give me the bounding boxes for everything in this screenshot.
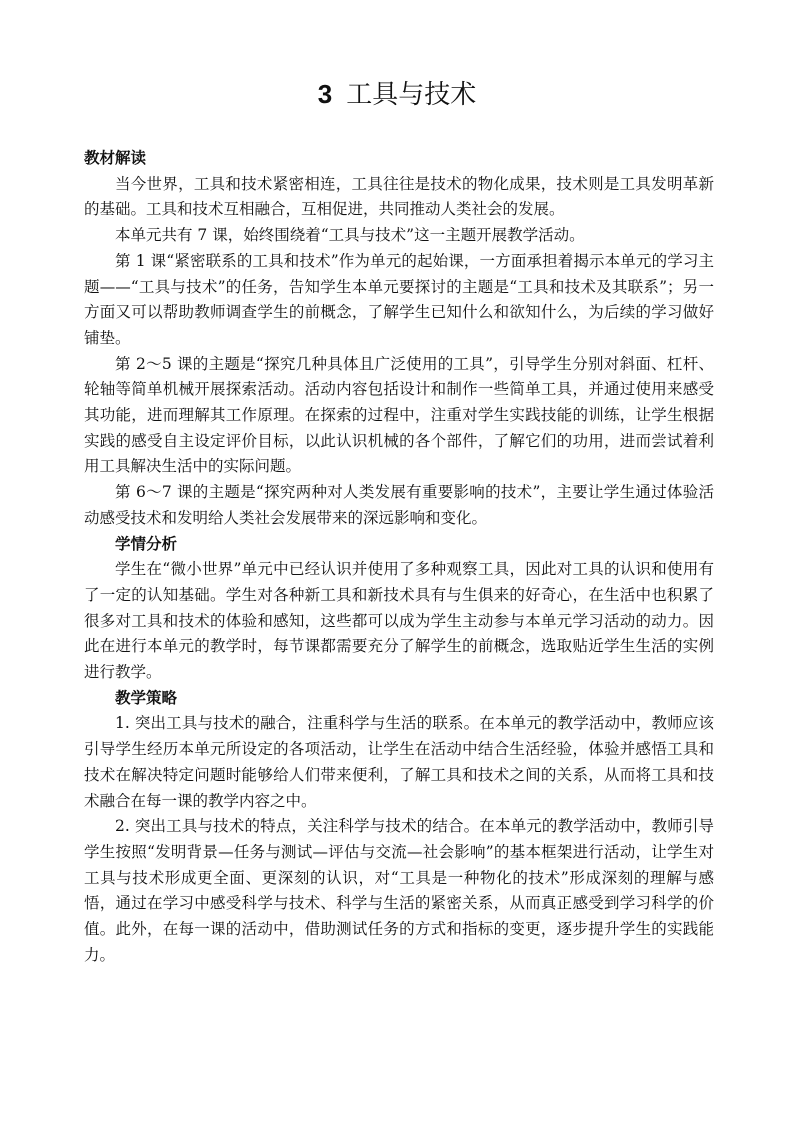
- document-body: [84, 146, 714, 969]
- title-text: 工具与技术: [346, 80, 477, 110]
- paragraph: 2. 突出工具与技术的特点，关注科学与技术的结合。在本单元的教学活动中，教师引导学生按照“发明背景—任务与测试—评估与交流—社会影响”的基本框架进行活动，让学生对工具与技术形成更全面、更深刻的认识，对“工具是一种物化的技术”形成深刻的理解与感悟，通过在学习中感受科学与技术、科学与生活的紧密关系，从而真正感受到学习科学的价值。此外，在每一课的活动中，借助测试任务的方式和指标的变更，逐步提升学生的实践能力。: [84, 817, 714, 964]
- section-heading: 学情分析: [115, 534, 178, 553]
- paragraph: 当今世界，工具和技术紧密相连，工具往往是技术的物化成果，技术则是工具发明革新的基础。工具和技术互相融合，互相促进，共同推动人类社会的发展。: [84, 174, 714, 219]
- page-title: [0, 72, 794, 117]
- lesson-number: 3: [317, 79, 333, 109]
- section-heading: 教学策略: [115, 688, 178, 707]
- paragraph: 第 2～5 课的主题是“探究几种具体且广泛使用的工具”，引导学生分别对斜面、杠杆、轮轴等简单机械开展探索活动。活动内容包括设计和制作一些简单工具，并通过使用来感受其功能，进而理解其工作原理。在探索的过程中，注重对学生实践技能的训练，让学生根据实践的感受自主设定评价目标，以此认识机械的各个部件，了解它们的功用，进而尝试着利用工具解决生活中的实际问题。: [84, 354, 714, 476]
- paragraph: 第 6～7 课的主题是“探究两种对人类发展有重要影响的技术”，主要让学生通过体验活动感受技术和发明给人类社会发展带来的深远影响和变化。: [84, 483, 714, 527]
- paragraph: 第 1 课“紧密联系的工具和技术”作为单元的起始课，一方面承担着揭示本单元的学习主题——“工具与技术”的任务，告知学生本单元要探讨的主题是“工具和技术及其联系”；另一方面又可以帮助教师调查学生的前概念，了解学生已知什么和欲知什么，为后续的学习做好铺垫。: [84, 251, 714, 347]
- section-heading: 教材解读: [84, 149, 147, 167]
- paragraph: 本单元共有 7 课，始终围绕着“工具与技术”这一主题开展教学活动。: [115, 226, 585, 245]
- paragraph: 学生在“微小世界”单元中已经认识并使用了多种观察工具，因此对工具的认识和使用有了一定的认知基础。学生对各种新工具和新技术具有与生俱来的好奇心，在生活中也积累了很多对工具和技术的体验和感知，这些都可以成为学生主动参与本单元学习活动的动力。因此在进行本单元的教学时，每节课都需要充分了解学生的前概念，选取贴近学生生活的实例进行教学。: [84, 560, 714, 682]
- paragraph: 1. 突出工具与技术的融合，注重科学与生活的联系。在本单元的教学活动中，教师应该引导学生经历本单元所设定的各项活动，让学生在活动中结合生活经验，体验并感悟工具和技术在解决特定问题时能够给人们带来便利，了解工具和技术之间的关系，从而将工具和技术融合在每一课的教学内容之中。: [84, 714, 714, 810]
